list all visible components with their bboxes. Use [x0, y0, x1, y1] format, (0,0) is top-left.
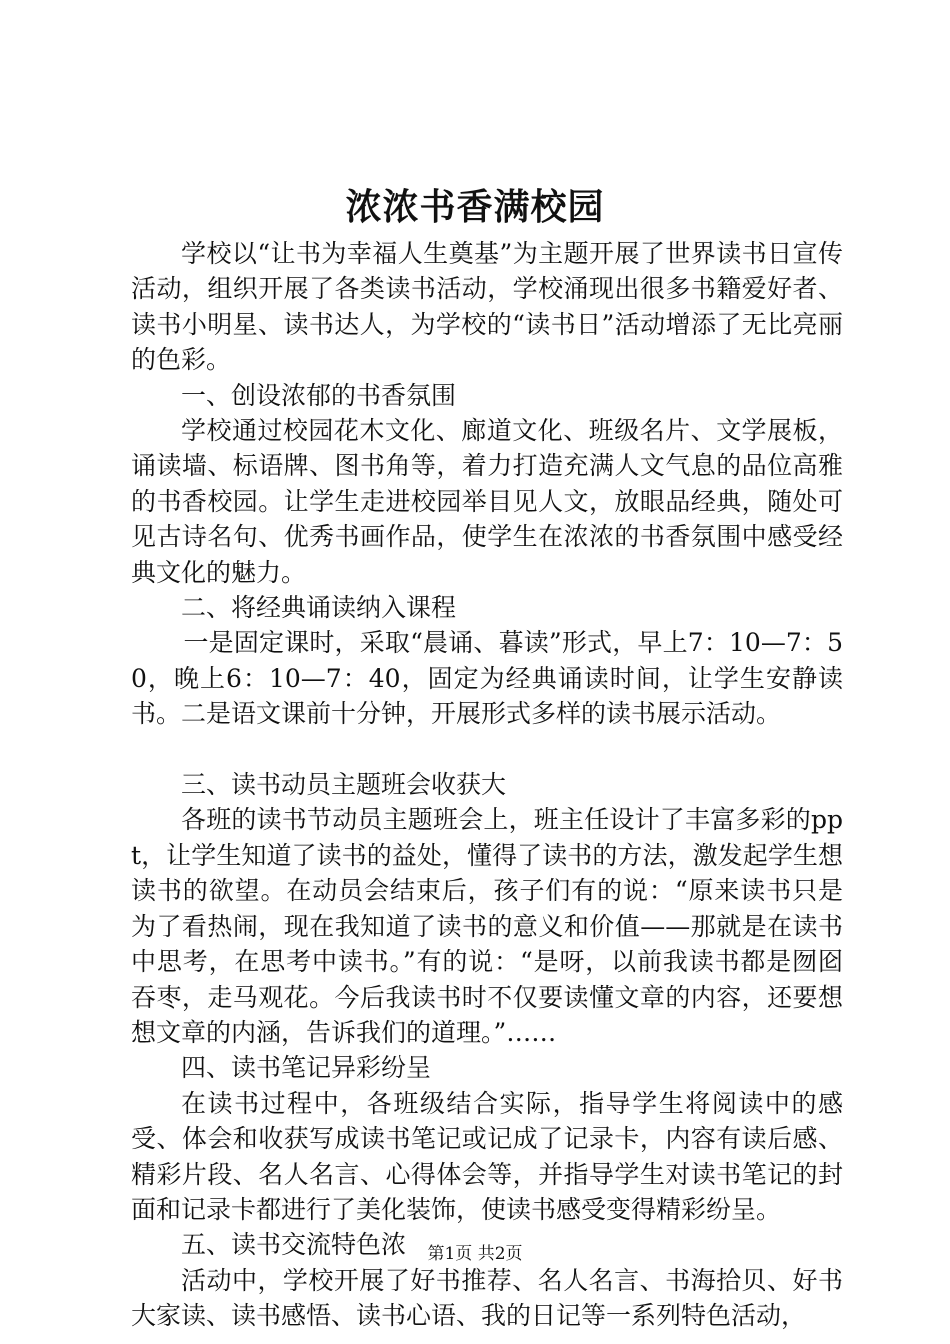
- section-1-paragraph: 学校通过校园花木文化、廊道文化、班级名片、文学展板，诵读墙、标语牌、图书角等，着力打造充满人文气息的品位高雅的书香校园。让学生走进校园举目见人文，放眼品经典，随处可见古诗名句、优秀书画作品，使学生在浓浓的书香氛围中感受经典文化的魅力。: [131, 416, 843, 587]
- intro-paragraph: 学校以“让书为幸福人生奠基”为主题开展了世界读书日宣传活动，组织开展了各类读书活动，学校涌现出很多书籍爱好者、读书小明星、读书达人，为学校的“读书日”活动增添了无比亮丽的色彩。: [131, 239, 843, 375]
- section-heading-1: 一、创设浓郁的书香氛围: [181, 380, 457, 410]
- section-4-paragraph: 在读书过程中，各班级结合实际，指导学生将阅读中的感受、体会和收获写成读书笔记或记成了记录卡，内容有读后感、精彩片段、名人名言、心得体会等，并指导学生对读书笔记的封面和记录卡都进行了美化装饰，使读书感受变得精彩纷呈。: [131, 1088, 843, 1224]
- section-2-paragraph: 一是固定课时，采取“晨诵、暮读”形式，早上7：10—7：50，晚上6：10—7：40，固定为经典诵读时间，让学生安静读书。二是语文课前十分钟，开展形式多样的读书展示活动。: [131, 628, 843, 729]
- section-heading-4: 四、读书笔记异彩纷呈: [181, 1053, 432, 1083]
- section-5-paragraph: 活动中，学校开展了好书推荐、名人名言、书海拾贝、好书大家读、读书感悟、读书心语、我的日记等一系列特色活动，: [131, 1265, 843, 1331]
- section-heading-3: 三、读书动员主题班会收获大: [181, 770, 507, 800]
- document-title: 浓浓书香满校园: [345, 186, 605, 228]
- blank-line: [131, 732, 843, 767]
- section-3-paragraph: 各班的读书节动员主题班会上，班主任设计了丰富多彩的ppt，让学生知道了读书的益处，懂得了读书的方法，激发起学生想读书的欲望。在动员会结束后，孩子们有的说：“原来读书只是为了看热闹，现在我知道了读书的意义和价值——那就是在读书中思考，在思考中读书。”有的说：“是呀，以前我读书都是囫囵吞枣，走马观花。今后我读书时不仅要读懂文章的内容，还要想想文章的内涵，告诉我们的道理。”……: [131, 805, 843, 1047]
- section-heading-2: 二、将经典诵读纳入课程: [181, 593, 457, 623]
- document-body: [131, 236, 843, 1334]
- page-footer: 第1页 共2页: [427, 1244, 523, 1264]
- section-heading-5: 五、读书交流特色浓: [181, 1230, 407, 1260]
